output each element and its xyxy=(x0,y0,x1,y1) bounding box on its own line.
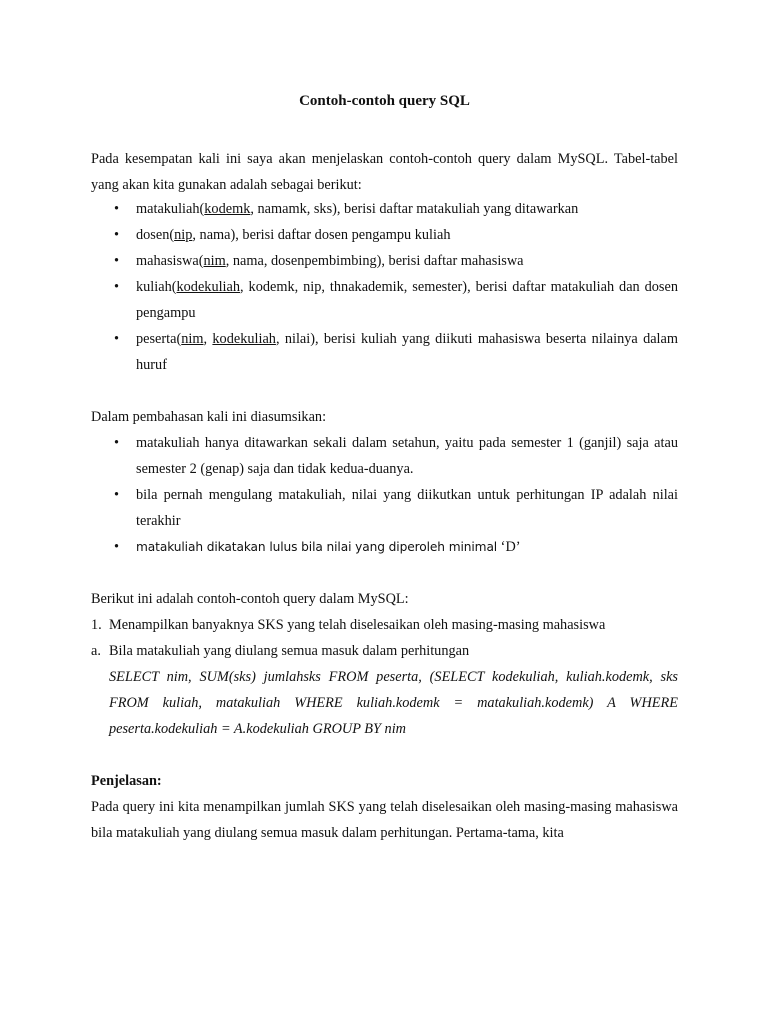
sql-query: SELECT nim, SUM(sks) jumlahsks FROM peserta, (SELECT kodekuliah, kuliah.kodemk, sks FROM kuliah, matakuliah WHERE kuliah.kodemk = matakuliah.kodemk) A WHERE peserta.kodekuliah = A.kodekuliah GROUP BY nim xyxy=(109,669,678,737)
list-item: • matakuliah hanya ditawarkan sekali dalam setahun, yaitu pada semester 1 (ganjil) saja atau semester 2 (genap) saja dan tidak kedua-duanya. xyxy=(91,430,678,482)
assumption-list xyxy=(91,430,678,560)
list-item: • dosen(nip, nama), berisi daftar dosen pengampu kuliah xyxy=(91,222,678,248)
primary-key: nip xyxy=(174,227,193,243)
explanation-heading: Penjelasan: xyxy=(91,773,162,789)
primary-key: kodemk xyxy=(204,201,251,217)
list-item: • peserta(nim, kodekuliah, nilai), berisi kuliah yang diikuti mahasiswa beserta nilainya dalam huruf xyxy=(91,326,678,378)
bullet-icon: • xyxy=(114,487,120,503)
list-item: • matakuliah(kodemk, namamk, sks), berisi daftar matakuliah yang ditawarkan xyxy=(91,196,678,222)
bullet-icon: • xyxy=(114,435,120,451)
bullet-icon: • xyxy=(114,253,120,269)
primary-key: nim xyxy=(203,253,226,269)
item-number: 1. xyxy=(91,617,102,633)
explanation-paragraph: Pada query ini kita menampilkan jumlah SKS yang telah diselesaikan oleh masing-masing mahasiswa bila matakuliah yang diulang semua masuk dalam perhitungan. Pertama-tama, kita xyxy=(91,799,678,841)
bullet-icon: • xyxy=(114,539,120,555)
examples-intro: Berikut ini adalah contoh-contoh query dalam MySQL: xyxy=(91,591,409,607)
bullet-icon: • xyxy=(114,279,120,295)
primary-key: nim xyxy=(181,331,204,347)
table-list xyxy=(91,196,678,378)
list-item: • mahasiswa(nim, nama, dosenpembimbing), berisi daftar mahasiswa xyxy=(91,248,678,274)
numbered-item: 1. Menampilkan banyaknya SKS yang telah diselesaikan oleh masing-masing mahasiswa xyxy=(91,612,678,638)
list-item: • matakuliah dikatakan lulus bila nilai yang diperoleh minimal ‘D’ xyxy=(91,534,678,560)
list-item: • kuliah(kodekuliah, kodemk, nip, thnakademik, semester), berisi daftar matakuliah dan dosen pengampu xyxy=(91,274,678,326)
lettered-item: a. Bila matakuliah yang diulang semua masuk dalam perhitungan xyxy=(91,638,678,664)
primary-key: kodekuliah xyxy=(212,331,276,347)
bullet-icon: • xyxy=(114,227,120,243)
bullet-icon: • xyxy=(114,331,120,347)
item-letter: a. xyxy=(91,643,101,659)
document-title: Contoh-contoh query SQL xyxy=(299,93,470,109)
bullet-icon: • xyxy=(114,201,120,217)
list-item: • bila pernah mengulang matakuliah, nilai yang diikutkan untuk perhitungan IP adalah nilai terakhir xyxy=(91,482,678,534)
assumption-intro: Dalam pembahasan kali ini diasumsikan: xyxy=(91,409,327,425)
primary-key: kodekuliah xyxy=(176,279,241,295)
intro-paragraph: Pada kesempatan kali ini saya akan menjelaskan contoh-contoh query dalam MySQL. Tabel-tabel yang akan kita gunakan adalah sebagai berikut: xyxy=(91,151,678,193)
